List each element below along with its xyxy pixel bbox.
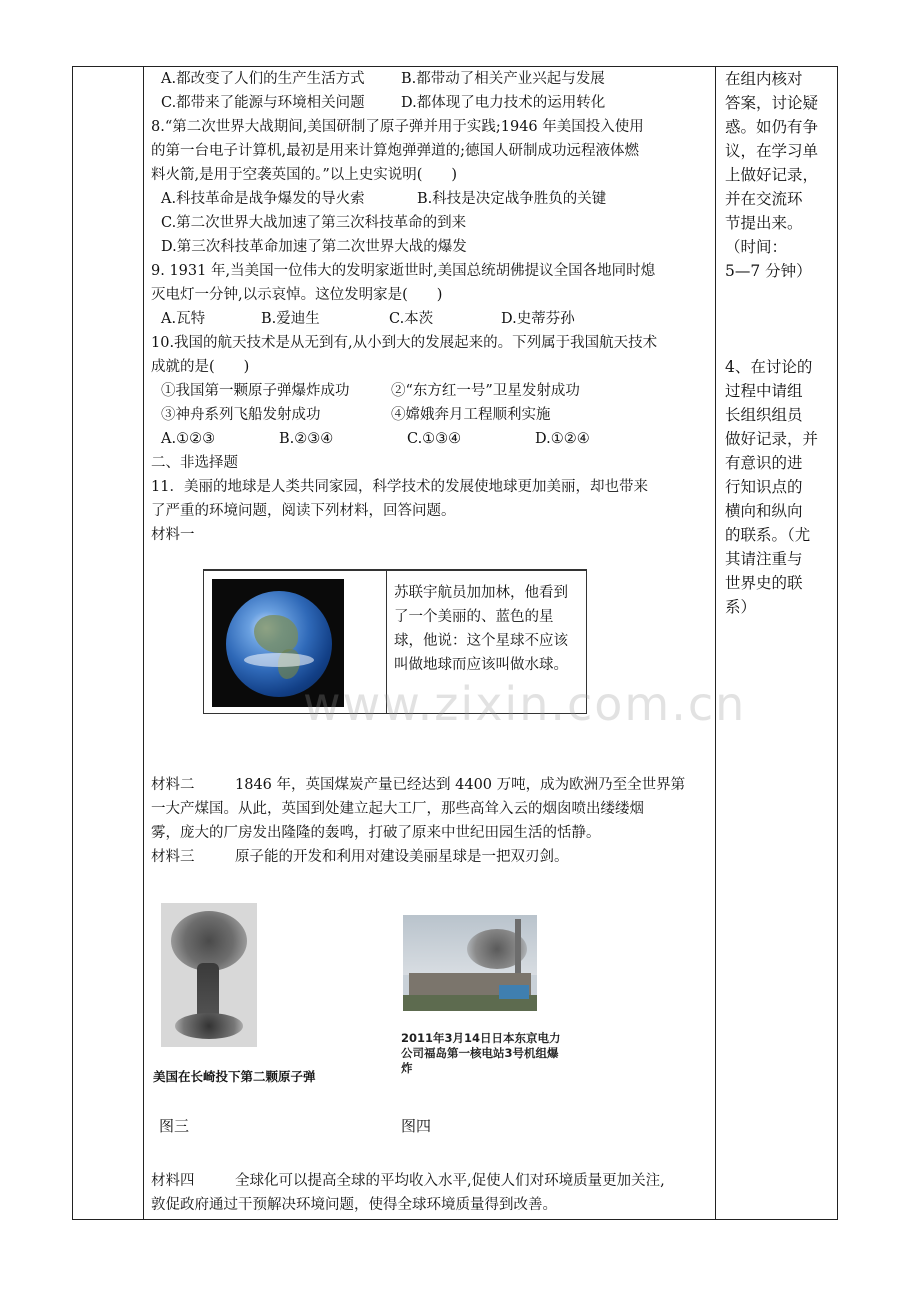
q10-option-a: A.①②③ <box>161 431 216 447</box>
material-2-text1: 1846 年，英国煤炭产量已经达到 4400 万吨，成为欧洲乃至全世界第 <box>235 777 686 793</box>
q8-option-b: B.科技是决定战争胜负的关键 <box>417 191 607 207</box>
q9-option-d: D.史蒂芬孙 <box>501 311 575 327</box>
q7-option-d: D.都体现了电力技术的运用转化 <box>401 95 606 111</box>
q10-option-b: B.②③④ <box>279 431 334 447</box>
material-2-line1 <box>151 773 711 797</box>
q11-stem-line2: 了严重的环境问题，阅读下列材料，回答问题。 <box>151 503 456 519</box>
q9-option-b: B.爱迪生 <box>261 311 320 327</box>
q8-stem-line3: 料火箭,是用于空袭英国的。”以上史实说明( ) <box>151 167 458 183</box>
q8-option-a: A.科技革命是战争爆发的导火索 <box>161 191 365 207</box>
q7-options-row1 <box>151 67 711 91</box>
guidance-note-2: 4、在讨论的 过程中请组 长组织组员 做好记录，并 有意识的进 行知识点的 横向和纵向 的联系。（尤 其请注重与 世界史的联 系） <box>725 358 819 616</box>
q9-options <box>151 307 711 331</box>
q10-options <box>151 427 711 451</box>
q10-item-4: ④嫦娥奔月工程顺利实施 <box>391 407 551 423</box>
q10-item-3: ③神舟系列飞船发射成功 <box>161 407 321 423</box>
material-4-block <box>151 1169 711 1217</box>
q7-options-row2 <box>151 91 711 115</box>
q10-items-row2 <box>151 403 711 427</box>
material-2-label: 材料二 <box>151 777 195 793</box>
q10-option-d: D.①②④ <box>535 431 590 447</box>
guidance-column <box>725 67 829 619</box>
q10-items-row1 <box>151 379 711 403</box>
nagasaki-bomb-photo <box>161 903 257 1047</box>
material-3-line <box>151 845 711 869</box>
q9-stem-line2: 灭电灯一分钟,以示哀悼。这位发明家是( ) <box>151 287 443 303</box>
q7-option-a: A.都改变了人们的生产生活方式 <box>161 71 365 87</box>
q7-option-c: C.都带来了能源与环境相关问题 <box>161 95 365 111</box>
q8-option-d: D.第三次科技革命加速了第二次世界大战的爆发 <box>161 239 467 255</box>
material-2-line2: 一大产煤国。从此，英国到处建立起大工厂，那些高耸入云的烟囱喷出缕缕烟 <box>151 801 644 817</box>
q9-option-c: C.本茨 <box>389 311 434 327</box>
figure-4-caption: 2011年3月14日日本东京电力公司福岛第一核电站3号机组爆炸 <box>401 1031 561 1075</box>
material-4-line1 <box>151 1169 711 1193</box>
material-2-line3: 雾，庞大的厂房发出隆隆的轰鸣，打破了原来中世纪田园生活的恬静。 <box>151 825 601 841</box>
material-4-line2: 敦促政府通过干预解决环境问题，使得全球环境质量得到改善。 <box>151 1197 557 1213</box>
q10-option-c: C.①③④ <box>407 431 462 447</box>
q10-stem-line1: 10.我国的航天技术是从无到有,从小到大的发展起来的。下列属于我国航天技术 <box>151 335 658 351</box>
material-1-label: 材料一 <box>151 527 195 543</box>
q8-stem-line2: 的第一台电子计算机,最初是用来计算炮弹弹道的;德国人研制成功远程液体燃 <box>151 143 639 159</box>
lesson-table <box>72 66 838 1220</box>
column-divider-right <box>715 67 716 1219</box>
q10-item-1: ①我国第一颗原子弹爆炸成功 <box>161 383 350 399</box>
figure-3-label: 图三 <box>159 1117 190 1135</box>
q10-stem-line2: 成就的是( ) <box>151 359 250 375</box>
figure-3-caption: 美国在长崎投下第二颗原子弹 <box>153 1069 316 1084</box>
figure-4-label: 图四 <box>401 1117 432 1135</box>
q9-stem-line1: 9. 1931 年,当美国一位伟大的发明家逝世时,美国总统胡佛提议全国各地同时熄 <box>151 263 656 279</box>
q8-stem-line1: 8.“第二次世界大战期间,美国研制了原子弹并用于实践;1946 年美国投入使用 <box>151 119 644 135</box>
q8-option-c: C.第二次世界大战加速了第三次科技革命的到来 <box>161 215 467 231</box>
watermark: www.zixin.com.cn <box>303 677 747 731</box>
material-3-text: 原子能的开发和利用对建设美丽星球是一把双刃剑。 <box>235 849 569 865</box>
material-4-label: 材料四 <box>151 1173 195 1189</box>
question-column <box>151 67 711 547</box>
earth-caption: 苏联宇航员加加林，他看到了一个美丽的、蓝色的星球，他说：这个星球不应该叫做地球而应该叫做水球。 <box>394 585 568 673</box>
material-2-block <box>151 773 711 869</box>
fukushima-explosion-photo <box>403 915 537 1011</box>
q9-option-a: A.瓦特 <box>161 311 206 327</box>
q10-item-2: ②“东方红一号”卫星发射成功 <box>391 383 580 399</box>
q7-option-b: B.都带动了相关产业兴起与发展 <box>401 71 605 87</box>
q8-options-row1 <box>151 187 711 211</box>
guidance-note-1: 在组内核对 答案，讨论疑 惑。如仍有争 议，在学习单 上做好记录， 并在交流环 节提出来。 （时间： 5—7 分钟） <box>725 70 819 280</box>
q11-stem-line1: 11．美丽的地球是人类共同家园，科学技术的发展使地球更加美丽，却也带来 <box>151 479 648 495</box>
column-divider-left <box>143 67 144 1219</box>
material-4-text1: 全球化可以提高全球的平均收入水平,促使人们对环境质量更加关注, <box>235 1173 665 1189</box>
section-heading: 二、非选择题 <box>151 455 238 471</box>
material-3-label: 材料三 <box>151 849 195 865</box>
